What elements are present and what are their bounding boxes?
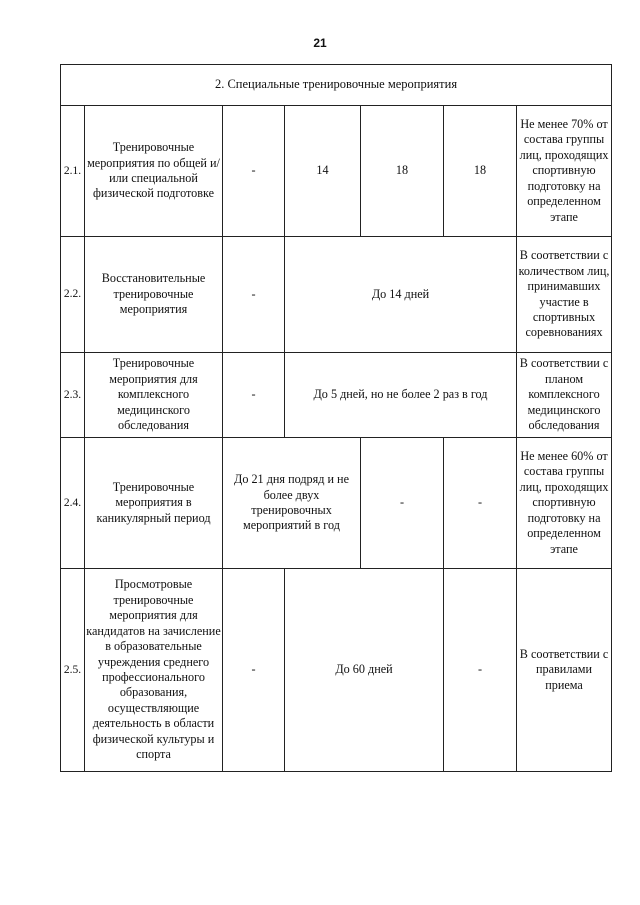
row-number: 2.5. [61, 569, 85, 772]
note-cell: В соответствии с количеством лиц, принимавших участие в спортивных соревнованиях [517, 237, 612, 353]
row-number: 2.1. [61, 106, 85, 237]
table-row [61, 438, 612, 569]
table-row [61, 569, 612, 772]
row-number: 2.4. [61, 438, 85, 569]
event-name: Тренировочные мероприятия в каникулярный период [85, 438, 223, 569]
value-cell: - [444, 569, 517, 772]
table-row [61, 237, 612, 353]
page-number: 21 [313, 36, 327, 50]
value-cell: 18 [444, 106, 517, 237]
duration-cell: До 14 дней [285, 237, 517, 353]
note-cell: В соответствии с правилами приема [517, 569, 612, 772]
training-events-table [60, 64, 612, 772]
note-cell: Не менее 70% от состава группы лиц, проходящих спортивную подготовку на определенном этапе [517, 106, 612, 237]
duration-cell: До 60 дней [285, 569, 444, 772]
value-cell: 18 [361, 106, 444, 237]
event-name: Тренировочные мероприятия по общей и/или специальной физической подготовке [85, 106, 223, 237]
note-cell: Не менее 60% от состава группы лиц, проходящих спортивную подготовку на определенном этапе [517, 438, 612, 569]
value-cell: - [444, 438, 517, 569]
event-name: Просмотровые тренировочные мероприятия для кандидатов на зачисление в образовательные учреждения среднего профессионального образования, осуществляющие деятельность в области физической культуры и спорта [85, 569, 223, 772]
event-name: Восстановительные тренировочные мероприятия [85, 237, 223, 353]
value-cell: - [223, 353, 285, 438]
section-header-row [61, 65, 612, 106]
table-row [61, 106, 612, 237]
note-cell: В соответствии с планом комплексного медицинского обследования [517, 353, 612, 438]
duration-cell: До 5 дней, но не более 2 раз в год [285, 353, 517, 438]
table-row [61, 353, 612, 438]
duration-cell: До 21 дня подряд и не более двух тренировочных мероприятий в год [223, 438, 361, 569]
section-title: 2. Специальные тренировочные мероприятия [61, 65, 612, 106]
value-cell: - [361, 438, 444, 569]
value-cell: - [223, 237, 285, 353]
value-cell: 14 [285, 106, 361, 237]
value-cell: - [223, 106, 285, 237]
row-number: 2.3. [61, 353, 85, 438]
event-name: Тренировочные мероприятия для комплексного медицинского обследования [85, 353, 223, 438]
row-number: 2.2. [61, 237, 85, 353]
value-cell: - [223, 569, 285, 772]
